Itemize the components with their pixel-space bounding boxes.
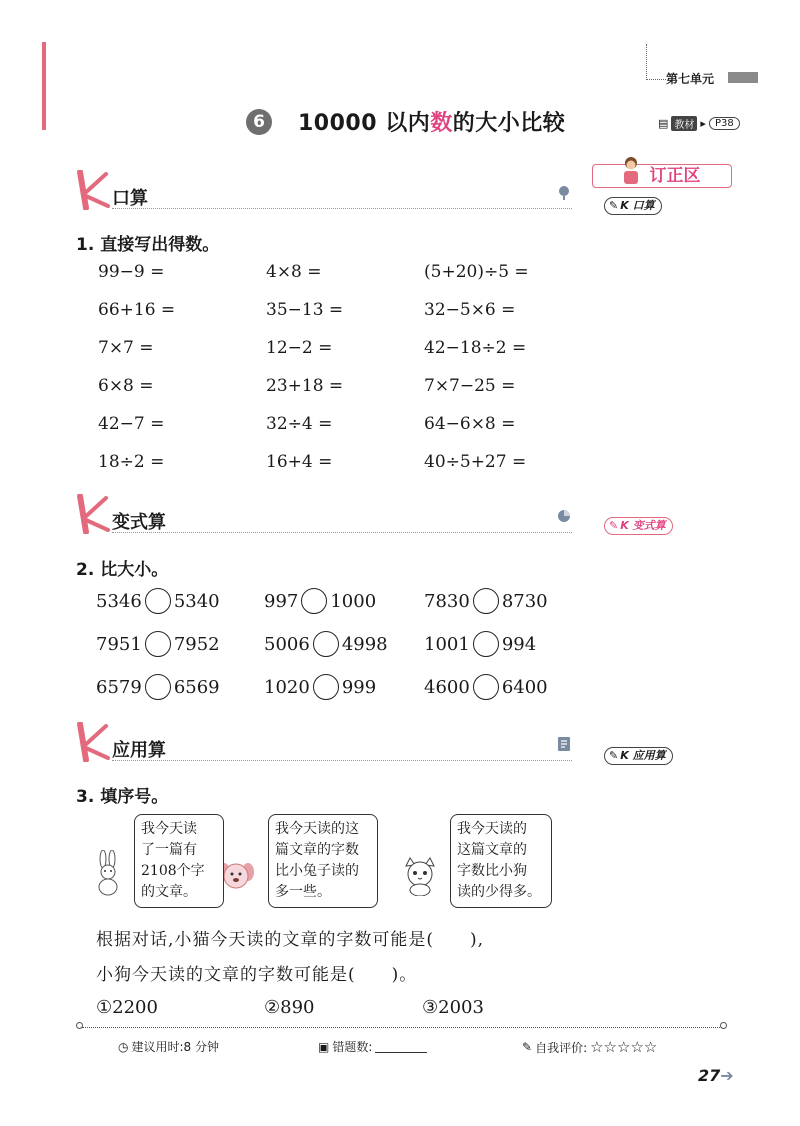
rabbit-speech-bubble <box>134 814 224 908</box>
comparison-item <box>424 674 548 700</box>
right-number: 7952 <box>173 633 220 655</box>
title-part1: 10000 以内 <box>298 111 431 136</box>
q3-option-2: ②890 <box>264 997 315 1018</box>
clock-icon: ◷ <box>118 1039 129 1054</box>
right-number: 4998 <box>341 633 388 655</box>
bubble-line: 我今天读的这 <box>275 821 359 837</box>
unit-bar <box>728 72 758 83</box>
equation-item: 18÷2 = <box>98 452 165 472</box>
footer-self-eval: ✎ 自我评价: ☆☆☆☆☆ <box>522 1038 658 1056</box>
puppy-speech-bubble <box>268 814 378 908</box>
q3-question-line1: 根据对话,小猫今天读的文章的字数可能是( ), <box>96 930 485 950</box>
equation-item: 7×7 = <box>98 338 154 358</box>
comparison-item <box>264 631 388 657</box>
left-number: 7951 <box>96 633 142 655</box>
margin-bar <box>42 42 46 130</box>
comparison-item <box>264 674 376 700</box>
q3-question-line2: 小狗今天读的文章的字数可能是( )。 <box>96 965 418 985</box>
q3-option-1: ①2200 <box>96 997 158 1018</box>
footer-dot-right <box>720 1022 727 1029</box>
right-number: 8730 <box>501 590 548 612</box>
right-number: 994 <box>501 633 537 655</box>
right-number: 6400 <box>501 676 548 698</box>
k-brush-icon <box>72 722 114 762</box>
left-number: 5346 <box>96 590 142 612</box>
section-title: 应用算 <box>112 740 166 761</box>
answer-circle-blank[interactable] <box>145 631 171 657</box>
rabbit-icon <box>92 850 124 896</box>
q3-label: 3. 填序号。 <box>76 787 169 807</box>
pencil-icon: ✎ <box>522 1040 533 1054</box>
q3-option-3: ③2003 <box>422 997 484 1018</box>
comparison-item <box>96 674 220 700</box>
bubble-line: 我今天读的 <box>457 821 527 837</box>
bubble-line: 字数比小狗 <box>457 863 527 879</box>
answer-circle-blank[interactable] <box>145 588 171 614</box>
pill-variant: ✎ K 变式算 <box>604 517 673 535</box>
pill-applied: ✎ K 应用算 <box>604 747 673 765</box>
equation-item: 40÷5+27 = <box>424 452 527 472</box>
book-tag: 教材 <box>671 116 697 131</box>
student-icon <box>620 156 642 186</box>
answer-circle-blank[interactable] <box>301 588 327 614</box>
unit-connector <box>646 44 666 80</box>
right-number: 6569 <box>173 676 220 698</box>
left-number: 1001 <box>424 633 470 655</box>
comparison-item <box>424 588 548 614</box>
answer-circle-blank[interactable] <box>473 631 499 657</box>
section-variant-header <box>72 494 572 534</box>
rating-stars[interactable]: ☆☆☆☆☆ <box>590 1038 658 1056</box>
equation-item: 6×8 = <box>98 376 154 396</box>
equation-item: 32÷4 = <box>266 414 333 434</box>
bubble-line: 的文章。 <box>141 884 197 900</box>
arrow-icon: ▸ <box>700 117 706 130</box>
equation-item: 99−9 = <box>98 262 165 282</box>
bubble-line: 读的少得多。 <box>457 884 541 900</box>
comparison-item <box>96 631 220 657</box>
book-reference <box>658 116 740 131</box>
equation-item: 35−13 = <box>266 300 344 320</box>
bubble-line: 2108个字 <box>141 863 205 879</box>
notepad-icon <box>556 736 572 752</box>
equation-item: (5+20)÷5 = <box>424 262 529 282</box>
title-pink: 数 <box>430 111 453 136</box>
footer-divider <box>82 1027 722 1028</box>
footer-time: ◷ 建议用时:8 分钟 <box>118 1039 219 1054</box>
equation-item: 4×8 = <box>266 262 322 282</box>
cat-speech-bubble <box>450 814 552 908</box>
equation-item: 32−5×6 = <box>424 300 516 320</box>
equation-item: 64−6×8 = <box>424 414 516 434</box>
k-brush-icon <box>72 494 114 534</box>
bubble-line: 我今天读 <box>141 821 197 837</box>
q2-label: 2. 比大小。 <box>76 560 169 580</box>
arrow-icon: ➔ <box>720 1066 734 1085</box>
cat-icon <box>400 856 440 896</box>
left-number: 7830 <box>424 590 470 612</box>
error-count-icon: ▣ <box>318 1039 330 1054</box>
answer-circle-blank[interactable] <box>313 631 339 657</box>
answer-circle-blank[interactable] <box>473 674 499 700</box>
bubble-line: 多一些。 <box>275 884 331 900</box>
right-number: 1000 <box>330 590 377 612</box>
pie-icon <box>556 508 572 524</box>
left-number: 6579 <box>96 676 142 698</box>
title-part2: 的大小比较 <box>452 111 566 136</box>
section-divider <box>112 532 572 533</box>
pill-pencil-icon: ✎ <box>609 749 619 762</box>
pill-pencil-icon: ✎ <box>609 519 619 532</box>
comparison-item <box>96 588 220 614</box>
section-oral-header <box>72 170 572 210</box>
page-number: 27➔ <box>698 1066 734 1085</box>
k-brush-icon <box>72 170 114 210</box>
equation-item: 23+18 = <box>266 376 344 396</box>
left-number: 1020 <box>264 676 310 698</box>
bubble-line: 这篇文章的 <box>457 842 527 858</box>
pill-oral: ✎ K 口算 <box>604 197 662 215</box>
comparison-item <box>424 631 536 657</box>
left-number: 997 <box>264 590 299 612</box>
footer-errors: ▣ 错题数: <box>318 1038 427 1055</box>
right-number: 999 <box>341 676 377 698</box>
right-number: 5340 <box>173 590 220 612</box>
pin-icon <box>556 184 572 200</box>
answer-circle-blank[interactable] <box>145 674 171 700</box>
unit-label: 第七单元 <box>666 72 715 86</box>
equation-item: 42−18÷2 = <box>424 338 527 358</box>
left-number: 5006 <box>264 633 310 655</box>
answer-circle-blank[interactable] <box>473 588 499 614</box>
comparison-item <box>264 588 376 614</box>
lesson-number: 6 <box>246 109 272 135</box>
book-icon: ▤ <box>658 117 669 130</box>
bubble-line: 了一篇有 <box>141 842 197 858</box>
error-count-blank[interactable] <box>375 1041 427 1053</box>
answer-circle-blank[interactable] <box>313 674 339 700</box>
book-page: P38 <box>709 117 740 130</box>
equation-item: 66+16 = <box>98 300 176 320</box>
equation-item: 7×7−25 = <box>424 376 516 396</box>
bubble-line: 比小兔子读的 <box>275 863 359 879</box>
correction-area-label: 订正区 <box>592 164 732 188</box>
page-title <box>298 106 565 137</box>
section-title: 变式算 <box>112 512 166 533</box>
equation-item: 16+4 = <box>266 452 333 472</box>
left-number: 4600 <box>424 676 470 698</box>
bubble-line: 篇文章的字数 <box>275 842 359 858</box>
pill-pencil-icon: ✎ <box>609 199 619 212</box>
section-applied-header <box>72 722 572 762</box>
section-divider <box>112 208 572 209</box>
q1-label: 1. 直接写出得数。 <box>76 235 220 255</box>
section-title: 口算 <box>112 188 148 209</box>
section-divider <box>112 760 572 761</box>
equation-item: 12−2 = <box>266 338 333 358</box>
equation-item: 42−7 = <box>98 414 165 434</box>
